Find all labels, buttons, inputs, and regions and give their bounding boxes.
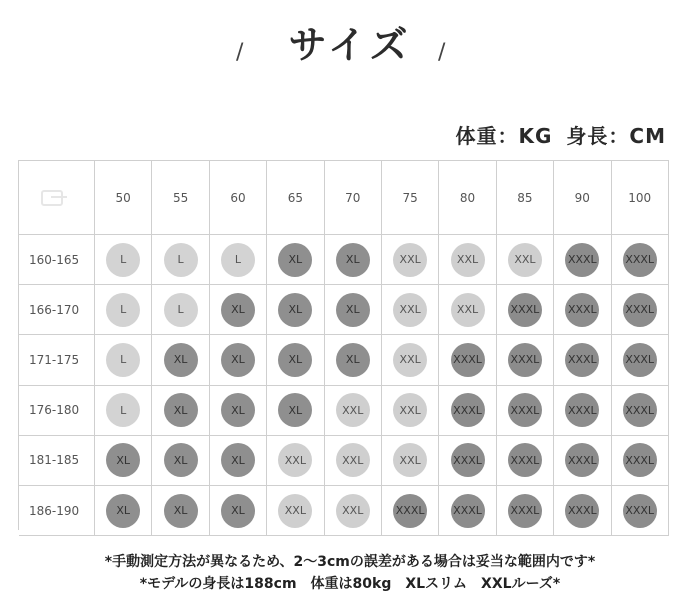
- weight-header-70: 70: [325, 161, 382, 234]
- size-cell: [152, 386, 209, 435]
- weight-header-60: 60: [210, 161, 267, 234]
- size-badge: XXL: [451, 293, 485, 327]
- size-cell: [95, 486, 152, 535]
- size-cell: [554, 436, 611, 485]
- size-badge: XXXL: [565, 443, 599, 477]
- size-cell: [497, 486, 554, 535]
- size-badge: XXXL: [623, 393, 657, 427]
- size-cell: [382, 335, 439, 384]
- size-cell: [325, 486, 382, 535]
- size-badge: XXL: [336, 443, 370, 477]
- size-badge: XL: [221, 443, 255, 477]
- size-badge: XXXL: [565, 393, 599, 427]
- size-badge: XL: [164, 393, 198, 427]
- size-badge: XXXL: [508, 293, 542, 327]
- size-badge: XL: [336, 343, 370, 377]
- size-cell: [439, 486, 496, 535]
- weight-header-55: 55: [152, 161, 209, 234]
- size-badge: XXXL: [508, 343, 542, 377]
- size-cell: [554, 285, 611, 334]
- size-badge: XL: [336, 243, 370, 277]
- size-badge: XXL: [508, 243, 542, 277]
- page-title: サイズ: [288, 23, 412, 67]
- size-badge: L: [221, 243, 255, 277]
- size-badge: L: [164, 293, 198, 327]
- size-badge: XXXL: [565, 343, 599, 377]
- size-cell: [267, 335, 324, 384]
- size-badge: XL: [164, 443, 198, 477]
- height-range-label: 171-175: [19, 335, 95, 384]
- size-cell: [382, 386, 439, 435]
- weight-header-80: 80: [439, 161, 496, 234]
- size-badge: XXXL: [623, 343, 657, 377]
- size-badge: L: [106, 243, 140, 277]
- weight-header-65: 65: [267, 161, 324, 234]
- size-badge: XXXL: [451, 343, 485, 377]
- title-right-slash: /: [438, 40, 446, 65]
- size-cell: [210, 335, 267, 384]
- size-badge: XL: [278, 343, 312, 377]
- size-badge: XXL: [393, 243, 427, 277]
- size-badge: XXXL: [565, 243, 599, 277]
- size-cell: [439, 235, 496, 284]
- size-cell: [152, 285, 209, 334]
- size-cell: [95, 335, 152, 384]
- size-badge: XXXL: [451, 393, 485, 427]
- size-cell: [152, 486, 209, 535]
- size-badge: XXXL: [508, 443, 542, 477]
- size-badge: XL: [278, 243, 312, 277]
- size-badge: XL: [221, 343, 255, 377]
- size-badge: XL: [221, 393, 255, 427]
- size-cell: [497, 235, 554, 284]
- size-cell: [439, 386, 496, 435]
- size-cell: [497, 386, 554, 435]
- size-cell: [210, 436, 267, 485]
- size-cell: [325, 235, 382, 284]
- size-cell: [95, 436, 152, 485]
- size-badge: XXXL: [508, 393, 542, 427]
- size-cell: [325, 335, 382, 384]
- size-cell: [382, 486, 439, 535]
- size-cell: [267, 285, 324, 334]
- size-cell: [210, 285, 267, 334]
- size-cell: [267, 386, 324, 435]
- size-cell: [95, 235, 152, 284]
- size-badge: XXL: [336, 393, 370, 427]
- size-cell: [382, 436, 439, 485]
- weight-header-75: 75: [382, 161, 439, 234]
- size-cell: [267, 436, 324, 485]
- height-range-label: 160-165: [19, 235, 95, 284]
- size-badge: XXL: [393, 343, 427, 377]
- size-badge: XXXL: [393, 494, 427, 528]
- table-row: [19, 335, 669, 385]
- size-cell: [95, 285, 152, 334]
- units-label: [450, 120, 666, 149]
- size-badge: XXL: [336, 494, 370, 528]
- size-cell: [554, 386, 611, 435]
- size-badge: XXXL: [623, 443, 657, 477]
- size-cell: [497, 335, 554, 384]
- size-badge: XXXL: [565, 494, 599, 528]
- size-badge: XL: [278, 293, 312, 327]
- size-cell: [325, 386, 382, 435]
- size-badge: XXL: [393, 393, 427, 427]
- size-badge: XXL: [393, 293, 427, 327]
- note-measurement: *手動測定方法が異なるため、2～3cmの誤差がある場合は妥当な範囲内です*: [104, 554, 596, 570]
- size-cell: [267, 235, 324, 284]
- size-badge: L: [106, 293, 140, 327]
- size-badge: XL: [336, 293, 370, 327]
- size-cell: [210, 235, 267, 284]
- size-cell: [439, 285, 496, 334]
- size-badge: XL: [106, 443, 140, 477]
- size-badge: XXL: [278, 443, 312, 477]
- height-range-label: 166-170: [19, 285, 95, 334]
- size-cell: [554, 335, 611, 384]
- weight-header-50: 50: [95, 161, 152, 234]
- size-badge: XXL: [393, 443, 427, 477]
- size-badge: XXXL: [565, 293, 599, 327]
- note-model: *モデルの身長は188cm 体重は80kg XLスリム XXLルーズ*: [139, 576, 561, 592]
- size-badge: XL: [221, 293, 255, 327]
- size-badge: XXXL: [451, 494, 485, 528]
- size-cell: [612, 386, 669, 435]
- table-row: [19, 386, 669, 436]
- table-row: [19, 285, 669, 335]
- weight-header-90: 90: [554, 161, 611, 234]
- size-badge: XXXL: [451, 443, 485, 477]
- size-badge: XL: [221, 494, 255, 528]
- ruler-icon: [39, 184, 73, 212]
- size-cell: [439, 335, 496, 384]
- size-cell: [612, 285, 669, 334]
- size-cell: [152, 436, 209, 485]
- size-badge: XXL: [278, 494, 312, 528]
- size-cell: [612, 486, 669, 535]
- size-cell: [267, 486, 324, 535]
- size-table: [18, 160, 669, 530]
- size-cell: [382, 235, 439, 284]
- size-cell: [554, 235, 611, 284]
- size-badge: XXXL: [623, 494, 657, 528]
- size-cell: [325, 285, 382, 334]
- size-badge: XXXL: [508, 494, 542, 528]
- size-cell: [439, 436, 496, 485]
- size-badge: XXXL: [623, 243, 657, 277]
- weight-header-85: 85: [497, 161, 554, 234]
- size-badge: XL: [278, 393, 312, 427]
- table-row: [19, 486, 669, 536]
- size-cell: [612, 436, 669, 485]
- size-badge: L: [164, 243, 198, 277]
- size-badge: XXXL: [623, 293, 657, 327]
- weight-header-100: 100: [612, 161, 669, 234]
- weight-unit: 体重：KG: [455, 124, 553, 148]
- height-range-label: 176-180: [19, 386, 95, 435]
- size-badge: L: [106, 393, 140, 427]
- size-cell: [554, 486, 611, 535]
- size-cell: [152, 235, 209, 284]
- size-badge: XL: [164, 343, 198, 377]
- height-range-label: 186-190: [19, 486, 95, 535]
- size-cell: [497, 285, 554, 334]
- table-row: [19, 436, 669, 486]
- size-cell: [382, 285, 439, 334]
- size-badge: XL: [164, 494, 198, 528]
- size-badge: L: [106, 343, 140, 377]
- size-cell: [612, 335, 669, 384]
- header-row: [19, 161, 669, 235]
- size-cell: [152, 335, 209, 384]
- size-cell: [210, 386, 267, 435]
- corner-cell: [19, 161, 95, 234]
- height-range-label: 181-185: [19, 436, 95, 485]
- size-cell: [612, 235, 669, 284]
- size-cell: [497, 436, 554, 485]
- height-unit: 身長：CM: [566, 124, 666, 148]
- size-cell: [325, 436, 382, 485]
- title-left-slash: /: [236, 40, 244, 65]
- size-cell: [95, 386, 152, 435]
- size-badge: XXL: [451, 243, 485, 277]
- size-badge: XL: [106, 494, 140, 528]
- table-row: [19, 235, 669, 285]
- size-cell: [210, 486, 267, 535]
